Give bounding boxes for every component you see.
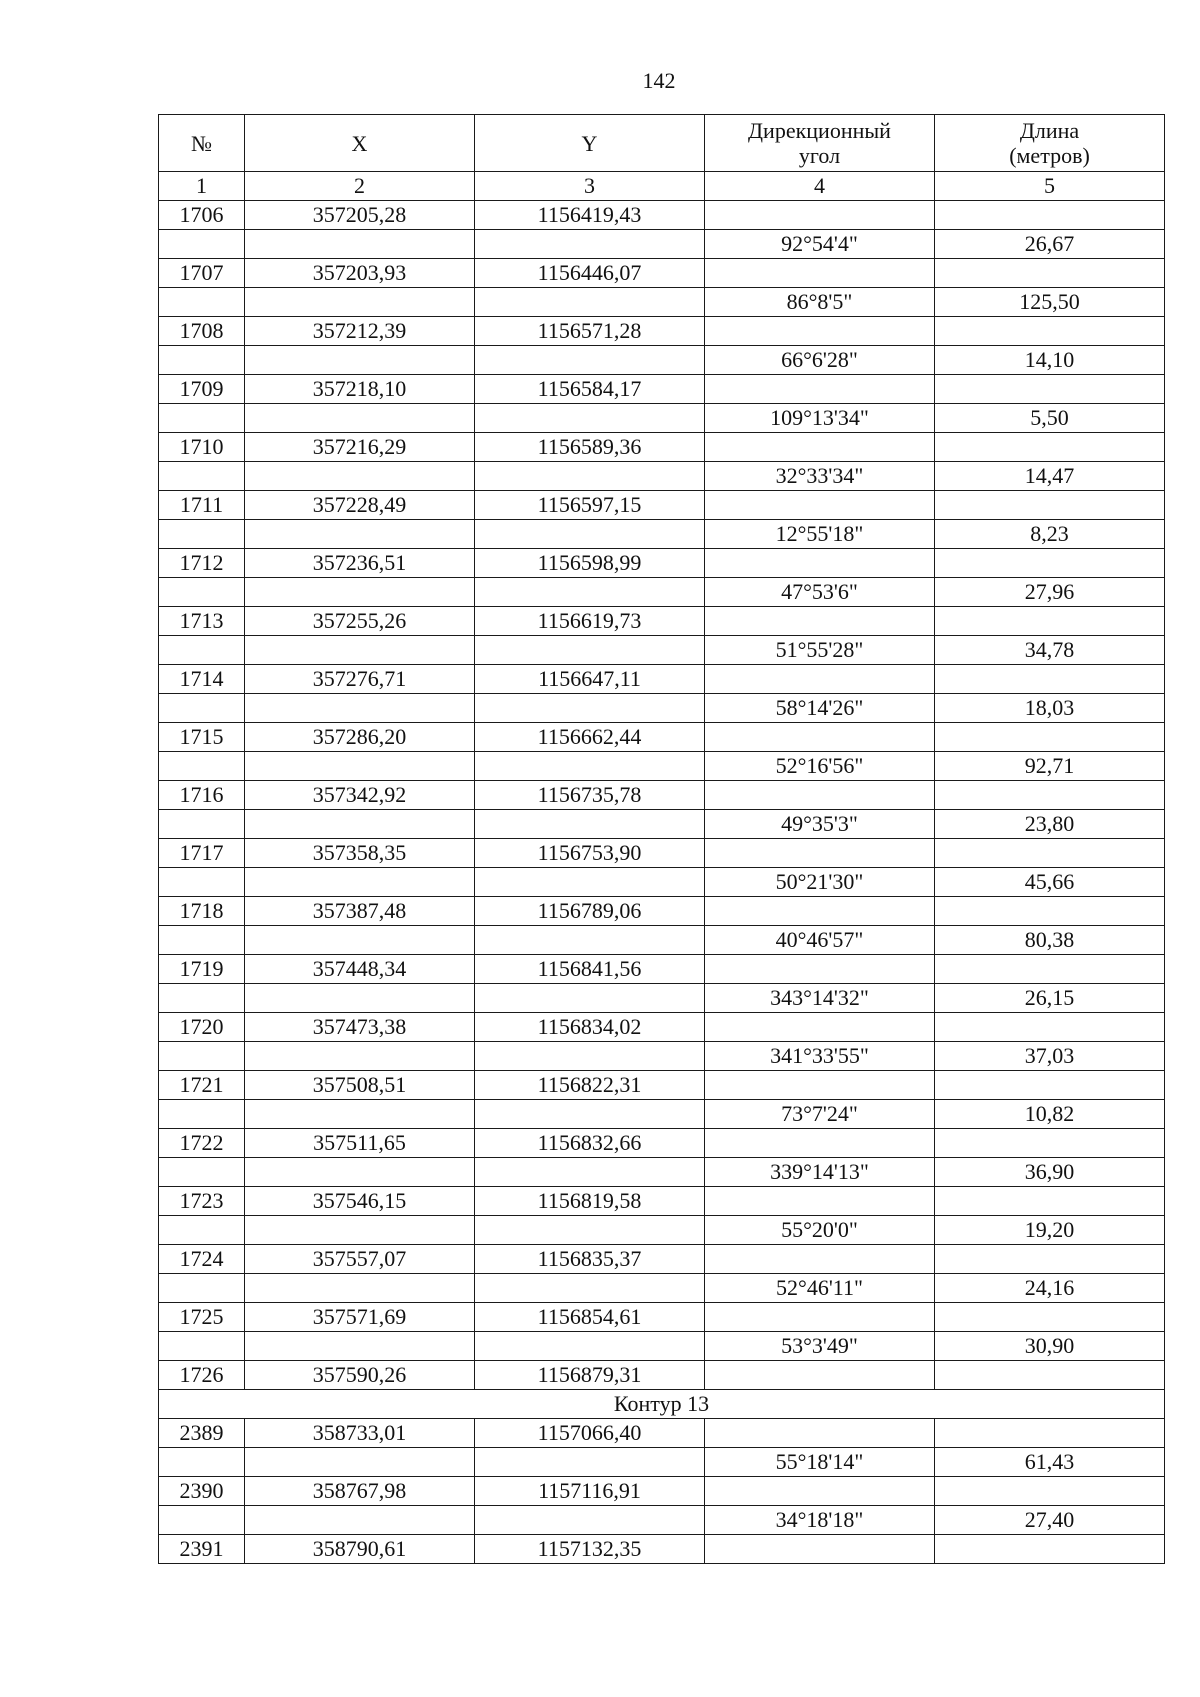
point-number: 2389: [159, 1419, 245, 1448]
x-coordinate: 357546,15: [245, 1187, 475, 1216]
point-row: [159, 1303, 1165, 1332]
point-number: 1714: [159, 665, 245, 694]
y-coordinate: 1157066,40: [475, 1419, 705, 1448]
segment-length: 27,96: [935, 578, 1165, 607]
y-coordinate: 1156662,44: [475, 723, 705, 752]
direction-angle: 50°21'30": [705, 868, 935, 897]
segment-row: [159, 868, 1165, 897]
direction-angle: 341°33'55": [705, 1042, 935, 1071]
x-coordinate-cell: [245, 230, 475, 259]
direction-angle: 34°18'18": [705, 1506, 935, 1535]
angle-cell: [705, 1245, 935, 1274]
column-number-row: [159, 172, 1165, 201]
segment-length: 92,71: [935, 752, 1165, 781]
x-coordinate-cell: [245, 636, 475, 665]
length-cell: [935, 201, 1165, 230]
point-number-cell: [159, 984, 245, 1013]
segment-length: 5,50: [935, 404, 1165, 433]
segment-length: 14,47: [935, 462, 1165, 491]
length-cell: [935, 839, 1165, 868]
x-coordinate-cell: [245, 752, 475, 781]
segment-length: 14,10: [935, 346, 1165, 375]
y-coordinate-cell: [475, 752, 705, 781]
angle-cell: [705, 955, 935, 984]
segment-row: [159, 462, 1165, 491]
y-coordinate: 1156753,90: [475, 839, 705, 868]
segment-row: [159, 1506, 1165, 1535]
y-coordinate: 1156598,99: [475, 549, 705, 578]
length-cell: [935, 317, 1165, 346]
segment-row: [159, 1274, 1165, 1303]
y-coordinate-cell: [475, 230, 705, 259]
point-row: [159, 1071, 1165, 1100]
segment-row: [159, 1216, 1165, 1245]
point-number: 1722: [159, 1129, 245, 1158]
x-coordinate-cell: [245, 1158, 475, 1187]
y-coordinate-cell: [475, 288, 705, 317]
y-coordinate-cell: [475, 810, 705, 839]
table-body: [159, 201, 1165, 1564]
x-coordinate-cell: [245, 520, 475, 549]
point-row: [159, 201, 1165, 230]
direction-angle: 40°46'57": [705, 926, 935, 955]
point-number: 1710: [159, 433, 245, 462]
point-row: [159, 1187, 1165, 1216]
angle-cell: [705, 1535, 935, 1564]
segment-length: 26,15: [935, 984, 1165, 1013]
point-number-cell: [159, 462, 245, 491]
direction-angle: 58°14'26": [705, 694, 935, 723]
x-coordinate-cell: [245, 810, 475, 839]
x-coordinate: 357387,48: [245, 897, 475, 926]
x-coordinate: 357508,51: [245, 1071, 475, 1100]
length-cell: [935, 491, 1165, 520]
x-coordinate: 357358,35: [245, 839, 475, 868]
column-number: 3: [475, 172, 705, 201]
point-row: [159, 897, 1165, 926]
point-number-cell: [159, 1332, 245, 1361]
segment-length: 61,43: [935, 1448, 1165, 1477]
segment-row: [159, 636, 1165, 665]
angle-cell: [705, 1361, 935, 1390]
x-coordinate-cell: [245, 1506, 475, 1535]
point-number: 2390: [159, 1477, 245, 1506]
direction-angle: 52°46'11": [705, 1274, 935, 1303]
point-number-cell: [159, 1042, 245, 1071]
segment-length: 10,82: [935, 1100, 1165, 1129]
y-coordinate: 1156597,15: [475, 491, 705, 520]
x-coordinate-cell: [245, 346, 475, 375]
length-cell: [935, 897, 1165, 926]
direction-angle: 12°55'18": [705, 520, 935, 549]
segment-row: [159, 1332, 1165, 1361]
header-x: X: [245, 115, 475, 172]
segment-length: 27,40: [935, 1506, 1165, 1535]
angle-cell: [705, 607, 935, 636]
angle-cell: [705, 317, 935, 346]
angle-cell: [705, 549, 935, 578]
x-coordinate: 358767,98: [245, 1477, 475, 1506]
column-number: 5: [935, 172, 1165, 201]
point-number-cell: [159, 694, 245, 723]
y-coordinate-cell: [475, 636, 705, 665]
point-number: 1707: [159, 259, 245, 288]
point-row: [159, 549, 1165, 578]
y-coordinate-cell: [475, 404, 705, 433]
segment-length: 37,03: [935, 1042, 1165, 1071]
angle-cell: [705, 1071, 935, 1100]
header-angle-line2: угол: [798, 143, 841, 168]
segment-length: 26,67: [935, 230, 1165, 259]
length-cell: [935, 723, 1165, 752]
x-coordinate: 357255,26: [245, 607, 475, 636]
x-coordinate: 357571,69: [245, 1303, 475, 1332]
y-coordinate: 1156619,73: [475, 607, 705, 636]
x-coordinate: 357236,51: [245, 549, 475, 578]
segment-row: [159, 520, 1165, 549]
point-number: 1726: [159, 1361, 245, 1390]
point-row: [159, 433, 1165, 462]
length-cell: [935, 549, 1165, 578]
direction-angle: 32°33'34": [705, 462, 935, 491]
angle-cell: [705, 433, 935, 462]
x-coordinate-cell: [245, 462, 475, 491]
point-number-cell: [159, 926, 245, 955]
direction-angle: 51°55'28": [705, 636, 935, 665]
header-length-line2: (метров): [1009, 143, 1090, 168]
point-number-cell: [159, 1448, 245, 1477]
point-row: [159, 607, 1165, 636]
direction-angle: 52°16'56": [705, 752, 935, 781]
point-row: [159, 317, 1165, 346]
y-coordinate-cell: [475, 1216, 705, 1245]
x-coordinate: 357448,34: [245, 955, 475, 984]
segment-length: 24,16: [935, 1274, 1165, 1303]
point-number: 2391: [159, 1535, 245, 1564]
point-number: 1712: [159, 549, 245, 578]
segment-row: [159, 984, 1165, 1013]
y-coordinate: 1156819,58: [475, 1187, 705, 1216]
y-coordinate: 1157116,91: [475, 1477, 705, 1506]
y-coordinate: 1156835,37: [475, 1245, 705, 1274]
point-row: [159, 1419, 1165, 1448]
point-row: [159, 1129, 1165, 1158]
length-cell: [935, 1303, 1165, 1332]
x-coordinate: 357286,20: [245, 723, 475, 752]
point-number-cell: [159, 810, 245, 839]
point-row: [159, 955, 1165, 984]
column-number: 1: [159, 172, 245, 201]
y-coordinate-cell: [475, 926, 705, 955]
x-coordinate-cell: [245, 1042, 475, 1071]
segment-length: 30,90: [935, 1332, 1165, 1361]
angle-cell: [705, 723, 935, 752]
point-row: [159, 1245, 1165, 1274]
y-coordinate-cell: [475, 1506, 705, 1535]
length-cell: [935, 1419, 1165, 1448]
segment-length: 36,90: [935, 1158, 1165, 1187]
point-number-cell: [159, 868, 245, 897]
length-cell: [935, 1071, 1165, 1100]
x-coordinate-cell: [245, 1448, 475, 1477]
x-coordinate: 358733,01: [245, 1419, 475, 1448]
point-number-cell: [159, 288, 245, 317]
section-row: [159, 1390, 1165, 1419]
y-coordinate-cell: [475, 1100, 705, 1129]
y-coordinate: 1156571,28: [475, 317, 705, 346]
segment-row: [159, 926, 1165, 955]
x-coordinate: 357473,38: [245, 1013, 475, 1042]
point-number-cell: [159, 346, 245, 375]
point-number-cell: [159, 230, 245, 259]
segment-length: 34,78: [935, 636, 1165, 665]
segment-row: [159, 810, 1165, 839]
x-coordinate: 357212,39: [245, 317, 475, 346]
point-row: [159, 491, 1165, 520]
y-coordinate: 1156419,43: [475, 201, 705, 230]
point-row: [159, 259, 1165, 288]
length-cell: [935, 375, 1165, 404]
point-number: 1716: [159, 781, 245, 810]
length-cell: [935, 1129, 1165, 1158]
section-label: Контур 13: [159, 1390, 1165, 1419]
segment-row: [159, 1042, 1165, 1071]
y-coordinate-cell: [475, 1448, 705, 1477]
segment-row: [159, 1158, 1165, 1187]
direction-angle: 49°35'3": [705, 810, 935, 839]
point-number: 1713: [159, 607, 245, 636]
point-number: 1723: [159, 1187, 245, 1216]
length-cell: [935, 955, 1165, 984]
x-coordinate: 357218,10: [245, 375, 475, 404]
x-coordinate: 357205,28: [245, 201, 475, 230]
point-number: 1724: [159, 1245, 245, 1274]
direction-angle: 339°14'13": [705, 1158, 935, 1187]
angle-cell: [705, 1419, 935, 1448]
angle-cell: [705, 1129, 935, 1158]
point-number-cell: [159, 578, 245, 607]
angle-cell: [705, 665, 935, 694]
header-y: Y: [475, 115, 705, 172]
direction-angle: 73°7'24": [705, 1100, 935, 1129]
y-coordinate-cell: [475, 868, 705, 897]
y-coordinate-cell: [475, 520, 705, 549]
point-number: 1706: [159, 201, 245, 230]
length-cell: [935, 781, 1165, 810]
y-coordinate-cell: [475, 1332, 705, 1361]
point-number-cell: [159, 1506, 245, 1535]
page-number: 142: [642, 68, 676, 93]
y-coordinate-cell: [475, 984, 705, 1013]
y-coordinate: 1156879,31: [475, 1361, 705, 1390]
segment-row: [159, 694, 1165, 723]
y-coordinate: 1156789,06: [475, 897, 705, 926]
y-coordinate-cell: [475, 694, 705, 723]
x-coordinate: 357342,92: [245, 781, 475, 810]
y-coordinate: 1156832,66: [475, 1129, 705, 1158]
angle-cell: [705, 1013, 935, 1042]
point-number: 1715: [159, 723, 245, 752]
direction-angle: 53°3'49": [705, 1332, 935, 1361]
angle-cell: [705, 259, 935, 288]
point-number: 1720: [159, 1013, 245, 1042]
segment-row: [159, 1100, 1165, 1129]
header-row: [159, 115, 1165, 172]
segment-length: 45,66: [935, 868, 1165, 897]
point-row: [159, 839, 1165, 868]
direction-angle: 55°20'0": [705, 1216, 935, 1245]
header-direction-angle: [705, 115, 935, 172]
length-cell: [935, 1535, 1165, 1564]
point-number: 1717: [159, 839, 245, 868]
x-coordinate: 357276,71: [245, 665, 475, 694]
header-angle-line1: Дирекционный: [748, 118, 891, 143]
length-cell: [935, 433, 1165, 462]
column-number: 4: [705, 172, 935, 201]
point-number: 1711: [159, 491, 245, 520]
x-coordinate-cell: [245, 288, 475, 317]
point-number-cell: [159, 1100, 245, 1129]
segment-row: [159, 752, 1165, 781]
angle-cell: [705, 375, 935, 404]
coordinates-table: [158, 114, 1165, 1564]
y-coordinate: 1156446,07: [475, 259, 705, 288]
y-coordinate: 1156854,61: [475, 1303, 705, 1332]
angle-cell: [705, 781, 935, 810]
segment-length: 8,23: [935, 520, 1165, 549]
x-coordinate: 357590,26: [245, 1361, 475, 1390]
x-coordinate-cell: [245, 868, 475, 897]
direction-angle: 66°6'28": [705, 346, 935, 375]
segment-length: 18,03: [935, 694, 1165, 723]
segment-row: [159, 346, 1165, 375]
y-coordinate-cell: [475, 346, 705, 375]
y-coordinate-cell: [475, 578, 705, 607]
direction-angle: 343°14'32": [705, 984, 935, 1013]
point-number: 1708: [159, 317, 245, 346]
segment-row: [159, 578, 1165, 607]
x-coordinate: 357511,65: [245, 1129, 475, 1158]
point-number-cell: [159, 1158, 245, 1187]
point-number-cell: [159, 1216, 245, 1245]
x-coordinate-cell: [245, 984, 475, 1013]
x-coordinate-cell: [245, 926, 475, 955]
y-coordinate: 1156589,36: [475, 433, 705, 462]
x-coordinate-cell: [245, 694, 475, 723]
segment-row: [159, 230, 1165, 259]
segment-row: [159, 404, 1165, 433]
y-coordinate: 1156834,02: [475, 1013, 705, 1042]
header-number: №: [159, 115, 245, 172]
length-cell: [935, 259, 1165, 288]
angle-cell: [705, 201, 935, 230]
direction-angle: 47°53'6": [705, 578, 935, 607]
length-cell: [935, 607, 1165, 636]
segment-row: [159, 288, 1165, 317]
y-coordinate-cell: [475, 1274, 705, 1303]
x-coordinate-cell: [245, 1216, 475, 1245]
point-row: [159, 375, 1165, 404]
x-coordinate-cell: [245, 1332, 475, 1361]
direction-angle: 55°18'14": [705, 1448, 935, 1477]
x-coordinate: 357228,49: [245, 491, 475, 520]
point-row: [159, 665, 1165, 694]
point-number: 1709: [159, 375, 245, 404]
angle-cell: [705, 839, 935, 868]
point-number: 1721: [159, 1071, 245, 1100]
y-coordinate: 1156841,56: [475, 955, 705, 984]
angle-cell: [705, 1303, 935, 1332]
length-cell: [935, 1013, 1165, 1042]
y-coordinate: 1156584,17: [475, 375, 705, 404]
segment-row: [159, 1448, 1165, 1477]
point-number: 1719: [159, 955, 245, 984]
length-cell: [935, 1477, 1165, 1506]
x-coordinate-cell: [245, 1100, 475, 1129]
point-number-cell: [159, 520, 245, 549]
segment-length: 125,50: [935, 288, 1165, 317]
length-cell: [935, 1187, 1165, 1216]
segment-length: 23,80: [935, 810, 1165, 839]
x-coordinate: 357203,93: [245, 259, 475, 288]
x-coordinate-cell: [245, 404, 475, 433]
y-coordinate: 1156647,11: [475, 665, 705, 694]
y-coordinate-cell: [475, 462, 705, 491]
angle-cell: [705, 897, 935, 926]
direction-angle: 92°54'4": [705, 230, 935, 259]
x-coordinate-cell: [245, 1274, 475, 1303]
point-number-cell: [159, 636, 245, 665]
x-coordinate: 357557,07: [245, 1245, 475, 1274]
angle-cell: [705, 1477, 935, 1506]
length-cell: [935, 1245, 1165, 1274]
segment-length: 80,38: [935, 926, 1165, 955]
header-length: [935, 115, 1165, 172]
y-coordinate: 1156822,31: [475, 1071, 705, 1100]
x-coordinate-cell: [245, 578, 475, 607]
direction-angle: 86°8'5": [705, 288, 935, 317]
direction-angle: 109°13'34": [705, 404, 935, 433]
angle-cell: [705, 491, 935, 520]
header-length-line1: Длина: [1019, 118, 1080, 143]
point-row: [159, 1477, 1165, 1506]
point-number-cell: [159, 404, 245, 433]
y-coordinate-cell: [475, 1158, 705, 1187]
y-coordinate: 1157132,35: [475, 1535, 705, 1564]
x-coordinate: 358790,61: [245, 1535, 475, 1564]
column-number: 2: [245, 172, 475, 201]
point-row: [159, 1361, 1165, 1390]
point-row: [159, 1535, 1165, 1564]
angle-cell: [705, 1187, 935, 1216]
point-number: 1725: [159, 1303, 245, 1332]
point-number-cell: [159, 1274, 245, 1303]
segment-length: 19,20: [935, 1216, 1165, 1245]
point-row: [159, 781, 1165, 810]
point-row: [159, 723, 1165, 752]
point-number-cell: [159, 752, 245, 781]
x-coordinate: 357216,29: [245, 433, 475, 462]
length-cell: [935, 665, 1165, 694]
y-coordinate-cell: [475, 1042, 705, 1071]
length-cell: [935, 1361, 1165, 1390]
point-row: [159, 1013, 1165, 1042]
y-coordinate: 1156735,78: [475, 781, 705, 810]
point-number: 1718: [159, 897, 245, 926]
